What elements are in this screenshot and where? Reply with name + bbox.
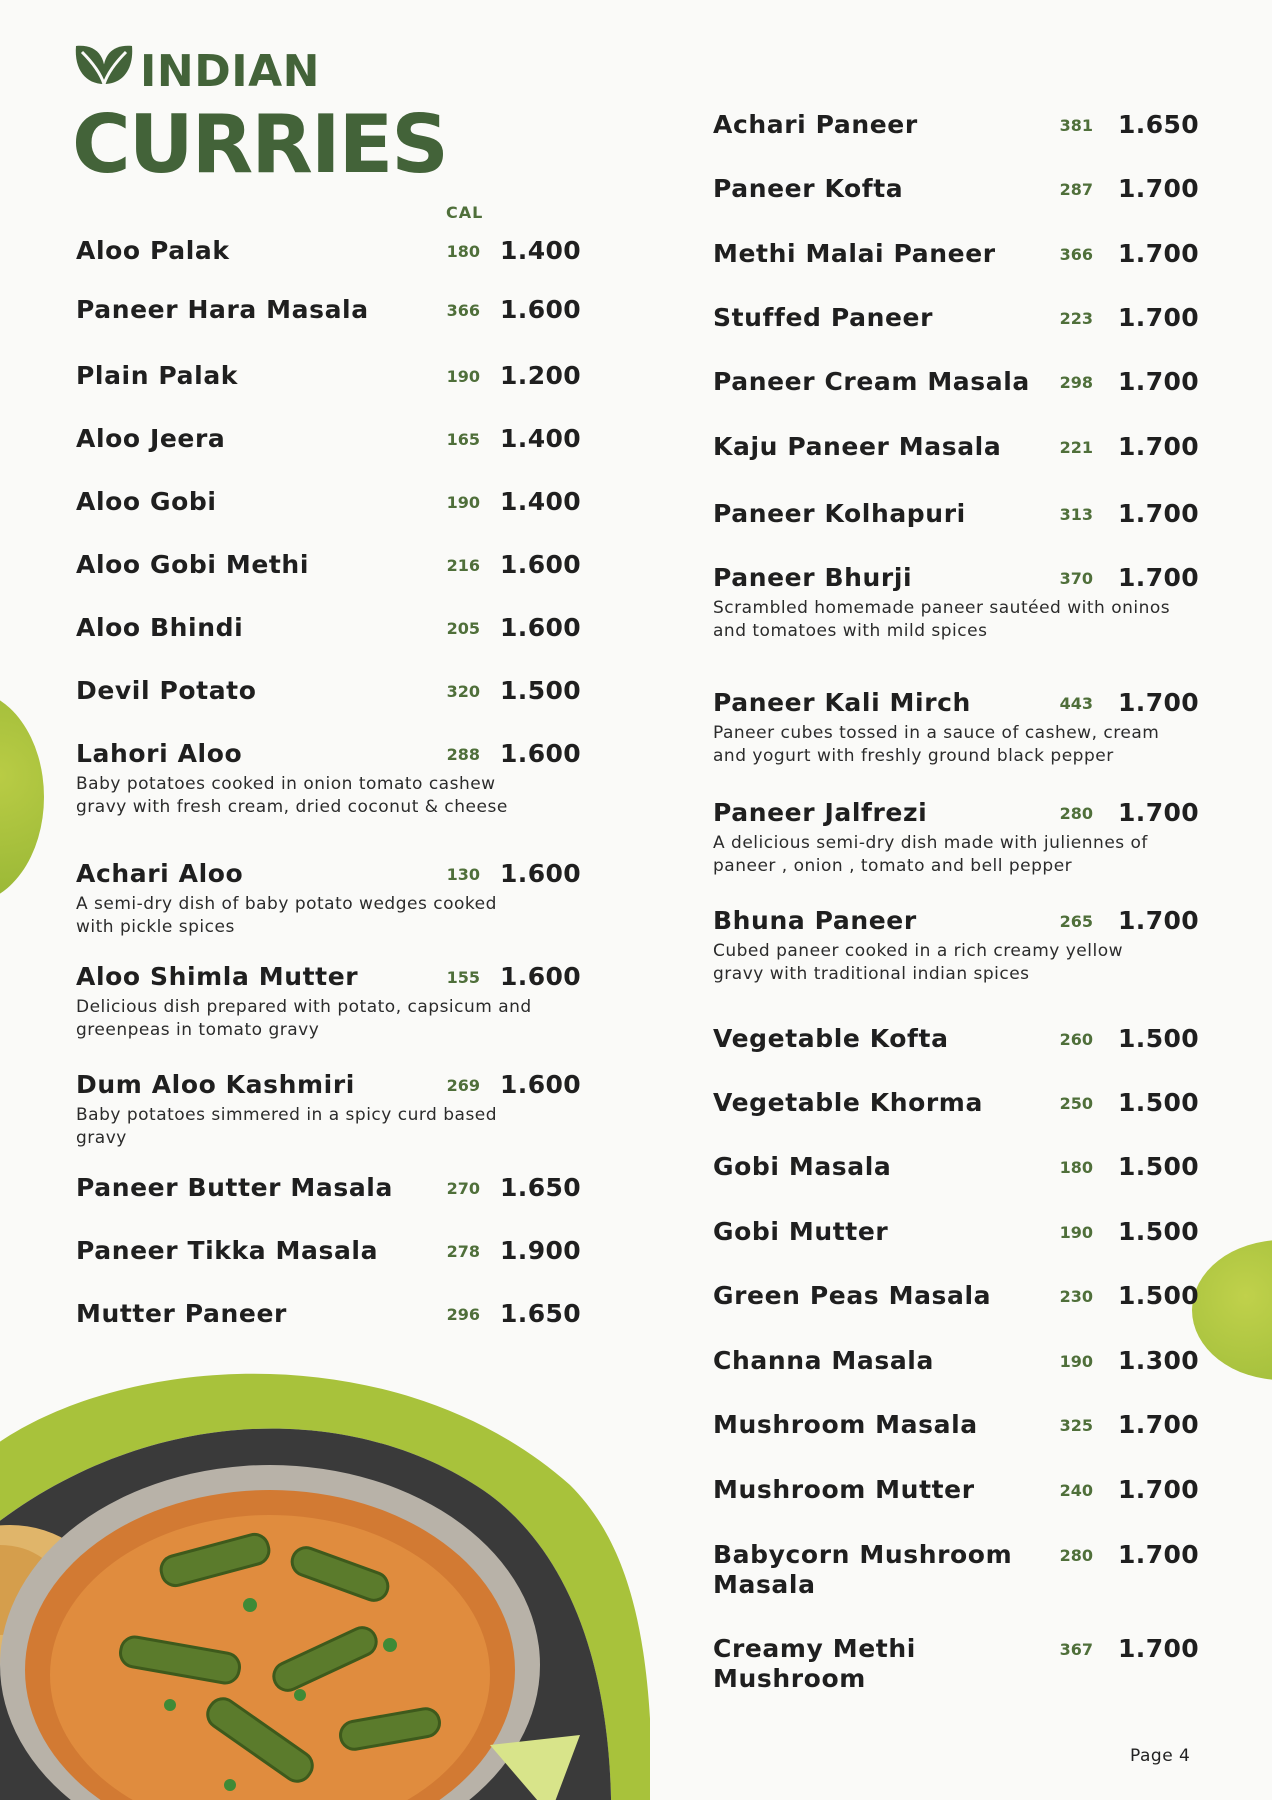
item-price: 1.700 bbox=[1118, 798, 1200, 827]
item-price: 1.700 bbox=[1118, 1410, 1200, 1439]
item-price: 1.700 bbox=[1118, 367, 1200, 396]
item-calories: 265 bbox=[1059, 912, 1093, 931]
item-price: 1.300 bbox=[1118, 1346, 1200, 1375]
menu-title-big: CURRIES bbox=[72, 98, 447, 191]
item-price: 1.400 bbox=[500, 236, 582, 265]
item-description: Delicious dish prepared with potato, capsicum and greenpeas in tomato gravy bbox=[76, 997, 532, 1040]
item-calories: 269 bbox=[446, 1076, 480, 1095]
item-name: Paneer Tikka Masala bbox=[76, 1236, 379, 1265]
item-description: Baby potatoes cooked in onion tomato cashew gravy with fresh cream, dried coconut & cheese bbox=[76, 774, 508, 817]
page-number: Page 4 bbox=[1130, 1746, 1191, 1766]
item-name: Achari Aloo bbox=[76, 859, 244, 888]
item-name: Gobi Mutter bbox=[713, 1217, 889, 1246]
item-price: 1.500 bbox=[1118, 1024, 1200, 1053]
item-price: 1.600 bbox=[500, 613, 582, 642]
item-name: Paneer Kofta bbox=[713, 174, 904, 203]
item-name: Gobi Masala bbox=[713, 1152, 892, 1181]
item-calories: 278 bbox=[446, 1242, 480, 1261]
item-price: 1.700 bbox=[1118, 563, 1200, 592]
item-price: 1.700 bbox=[1118, 499, 1200, 528]
item-price: 1.700 bbox=[1118, 688, 1200, 717]
item-name: Aloo Palak bbox=[76, 236, 230, 265]
item-price: 1.600 bbox=[500, 1070, 582, 1099]
item-price: 1.650 bbox=[500, 1299, 582, 1328]
item-price: 1.700 bbox=[1118, 1634, 1200, 1663]
item-calories: 230 bbox=[1059, 1287, 1093, 1306]
item-name: Achari Paneer bbox=[713, 110, 918, 139]
item-calories: 165 bbox=[446, 430, 480, 449]
calorie-column-header: CAL bbox=[446, 203, 484, 222]
item-name: Dum Aloo Kashmiri bbox=[76, 1070, 355, 1099]
item-price: 1.500 bbox=[1118, 1217, 1200, 1246]
item-price: 1.700 bbox=[1118, 1475, 1200, 1504]
item-price: 1.700 bbox=[1118, 239, 1200, 268]
item-name: Plain Palak bbox=[76, 361, 239, 390]
item-calories: 367 bbox=[1059, 1640, 1093, 1659]
item-price: 1.400 bbox=[500, 487, 582, 516]
item-name: Aloo Gobi bbox=[76, 487, 217, 516]
item-price: 1.500 bbox=[500, 676, 582, 705]
item-name: Devil Potato bbox=[76, 676, 257, 705]
item-calories: 280 bbox=[1059, 1546, 1093, 1565]
item-price: 1.700 bbox=[1118, 174, 1200, 203]
item-price: 1.500 bbox=[1118, 1152, 1200, 1181]
item-price: 1.400 bbox=[500, 424, 582, 453]
item-calories: 260 bbox=[1059, 1030, 1093, 1049]
item-name: Kaju Paneer Masala bbox=[713, 432, 1002, 461]
item-calories: 180 bbox=[446, 242, 480, 261]
item-description: Scrambled homemade paneer sautéed with oninos and tomatoes with mild spices bbox=[713, 598, 1171, 641]
item-name: Paneer Bhurji bbox=[713, 563, 913, 592]
curry-bowl-image bbox=[0, 1345, 650, 1800]
item-name: Paneer Jalfrezi bbox=[713, 798, 928, 827]
item-calories: 155 bbox=[446, 968, 480, 987]
item-calories: 190 bbox=[1059, 1223, 1093, 1242]
item-calories: 216 bbox=[446, 556, 480, 575]
item-price: 1.600 bbox=[500, 550, 582, 579]
item-calories: 296 bbox=[446, 1305, 480, 1324]
item-name: Paneer Cream Masala bbox=[713, 367, 1030, 396]
item-name: Paneer Butter Masala bbox=[76, 1173, 393, 1202]
item-name: Mutter Paneer bbox=[76, 1299, 287, 1328]
item-calories: 366 bbox=[1059, 245, 1093, 264]
item-name: Green Peas Masala bbox=[713, 1281, 992, 1310]
item-price: 1.500 bbox=[1118, 1088, 1200, 1117]
item-name: Mushroom Masala bbox=[713, 1410, 978, 1439]
item-name: Paneer Hara Masala bbox=[76, 295, 369, 324]
item-name: Paneer Kolhapuri bbox=[713, 499, 966, 528]
item-name: Paneer Kali Mirch bbox=[713, 688, 971, 717]
item-price: 1.700 bbox=[1118, 906, 1200, 935]
item-price: 1.900 bbox=[500, 1236, 582, 1265]
item-price: 1.700 bbox=[1118, 1540, 1200, 1569]
item-calories: 370 bbox=[1059, 569, 1093, 588]
item-name: Aloo Bhindi bbox=[76, 613, 244, 642]
item-calories: 443 bbox=[1059, 694, 1093, 713]
item-description: Cubed paneer cooked in a rich creamy yellow gravy with traditional indian spices bbox=[713, 941, 1124, 984]
item-calories: 313 bbox=[1059, 505, 1093, 524]
item-calories: 240 bbox=[1059, 1481, 1093, 1500]
item-name: Aloo Gobi Methi bbox=[76, 550, 309, 579]
item-name: Babycorn Mushroom Masala bbox=[713, 1540, 1013, 1599]
leaf-logo-icon bbox=[72, 40, 136, 92]
item-name: Channa Masala bbox=[713, 1346, 934, 1375]
item-description: Paneer cubes tossed in a sauce of cashew, cream and yogurt with freshly ground black pepper bbox=[713, 723, 1160, 766]
item-calories: 298 bbox=[1059, 373, 1093, 392]
decorative-circle-left bbox=[0, 690, 44, 904]
menu-title-small: INDIAN bbox=[140, 46, 320, 97]
item-price: 1.650 bbox=[1118, 110, 1200, 139]
item-name: Stuffed Paneer bbox=[713, 303, 934, 332]
item-calories: 190 bbox=[1059, 1352, 1093, 1371]
item-calories: 190 bbox=[446, 367, 480, 386]
item-calories: 190 bbox=[446, 493, 480, 512]
item-price: 1.600 bbox=[500, 295, 582, 324]
item-name: Aloo Shimla Mutter bbox=[76, 962, 359, 991]
item-price: 1.700 bbox=[1118, 432, 1200, 461]
item-calories: 270 bbox=[446, 1179, 480, 1198]
item-calories: 288 bbox=[446, 745, 480, 764]
item-calories: 205 bbox=[446, 619, 480, 638]
item-description: Baby potatoes simmered in a spicy curd based gravy bbox=[76, 1105, 498, 1148]
item-calories: 250 bbox=[1059, 1094, 1093, 1113]
item-price: 1.700 bbox=[1118, 303, 1200, 332]
item-calories: 130 bbox=[446, 865, 480, 884]
item-calories: 221 bbox=[1059, 438, 1093, 457]
item-price: 1.600 bbox=[500, 962, 582, 991]
item-calories: 223 bbox=[1059, 309, 1093, 328]
item-price: 1.600 bbox=[500, 859, 582, 888]
item-calories: 325 bbox=[1059, 1416, 1093, 1435]
item-price: 1.650 bbox=[500, 1173, 582, 1202]
item-name: Creamy Methi Mushroom bbox=[713, 1634, 916, 1693]
item-calories: 180 bbox=[1059, 1158, 1093, 1177]
item-calories: 287 bbox=[1059, 180, 1093, 199]
item-name: Aloo Jeera bbox=[76, 424, 226, 453]
item-calories: 320 bbox=[446, 682, 480, 701]
item-calories: 280 bbox=[1059, 804, 1093, 823]
decorative-circle-right bbox=[1192, 1240, 1272, 1380]
item-description: A semi-dry dish of baby potato wedges cooked with pickle spices bbox=[76, 894, 497, 937]
item-price: 1.600 bbox=[500, 739, 582, 768]
item-name: Mushroom Mutter bbox=[713, 1475, 975, 1504]
item-price: 1.500 bbox=[1118, 1281, 1200, 1310]
item-calories: 381 bbox=[1059, 116, 1093, 135]
item-name: Vegetable Kofta bbox=[713, 1024, 949, 1053]
item-name: Vegetable Khorma bbox=[713, 1088, 983, 1117]
item-name: Lahori Aloo bbox=[76, 739, 243, 768]
item-description: A delicious semi-dry dish made with juliennes of paneer , onion , tomato and bell pepper bbox=[713, 833, 1148, 876]
item-price: 1.200 bbox=[500, 361, 582, 390]
item-name: Bhuna Paneer bbox=[713, 906, 917, 935]
item-name: Methi Malai Paneer bbox=[713, 239, 996, 268]
item-calories: 366 bbox=[446, 301, 480, 320]
